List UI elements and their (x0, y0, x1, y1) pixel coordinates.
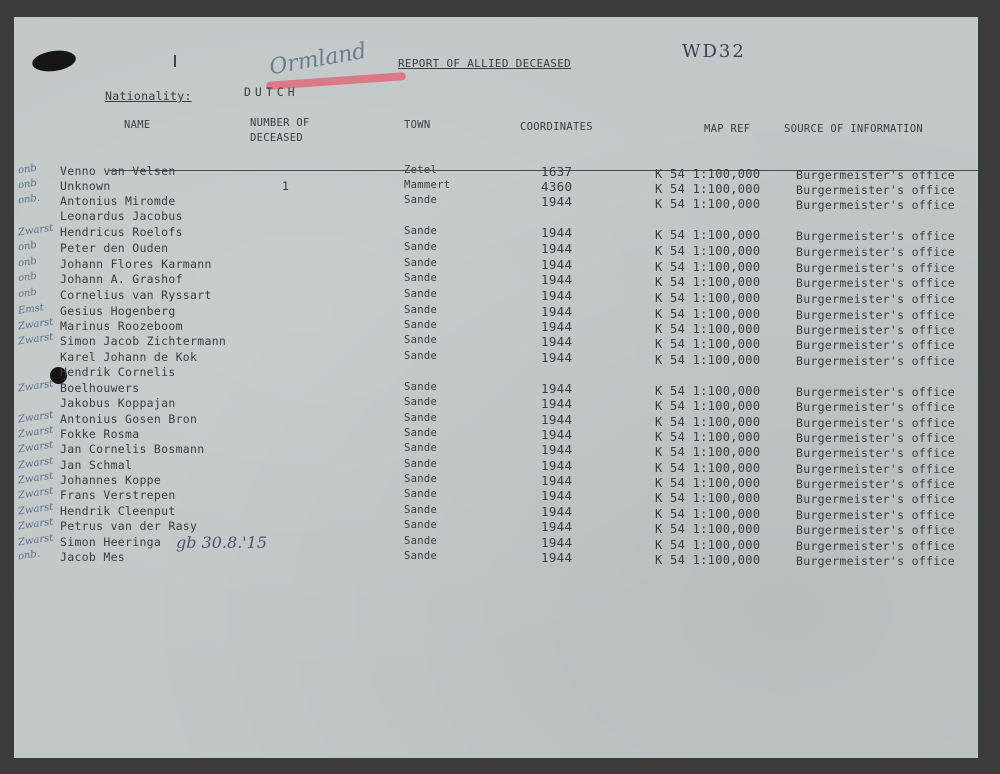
row-note: Zwarst (17, 532, 54, 549)
row-coord: 1944 (541, 550, 573, 565)
header-town: TOWN (404, 119, 431, 131)
row-note: Zwarst (17, 378, 54, 395)
header-number-line2: DECEASED (250, 132, 303, 144)
nationality-value: DUTCH (244, 85, 299, 99)
row-note: onb (17, 162, 38, 177)
row-name: Peter den Ouden (60, 241, 169, 255)
row-note: Emst (17, 302, 45, 317)
row-source: Burgermeister's office (796, 416, 955, 430)
punch-hole (31, 48, 77, 74)
row-map: K 54 1:100,000 (655, 461, 761, 475)
row-town: Sande (404, 272, 438, 284)
row-source: Burgermeister's office (796, 354, 955, 368)
row-source: Burgermeister's office (796, 492, 955, 506)
row-map: K 54 1:100,000 (655, 553, 761, 567)
row-coord: 4360 (541, 179, 573, 194)
row-source: Burgermeister's office (796, 198, 955, 212)
row-coord: 1944 (541, 288, 573, 303)
row-name: Johann A. Grashof (60, 272, 183, 286)
row-source: Burgermeister's office (796, 229, 955, 243)
row-town: Sande (404, 535, 438, 547)
row-map: K 54 1:100,000 (655, 322, 761, 336)
report-title: REPORT OF ALLIED DECEASED (398, 57, 572, 70)
row-map: K 54 1:100,000 (655, 476, 761, 490)
header-coordinates: COORDINATES (520, 121, 593, 133)
row-coord: 1944 (541, 194, 573, 209)
row-number: 1 (282, 179, 290, 193)
header-map-ref: MAP REF (704, 123, 751, 135)
row-name: Jan Cornelis Bosmann (60, 442, 205, 456)
row-town: Sande (404, 350, 438, 362)
row-note: Zwarst (17, 455, 54, 472)
row-town: Sande (404, 412, 438, 424)
header-source: SOURCE OF INFORMATION (784, 123, 924, 135)
row-coord: 1944 (541, 304, 573, 319)
row-map: K 54 1:100,000 (655, 353, 761, 367)
row-source: Burgermeister's office (796, 508, 955, 522)
row-name: Antonius Gosen Bron (60, 412, 198, 426)
row-map: K 54 1:100,000 (655, 538, 761, 552)
row-source: Burgermeister's office (796, 323, 955, 337)
row-town: Sande (404, 194, 438, 206)
row-map: K 54 1:100,000 (655, 260, 761, 274)
row-town: Sande (404, 550, 438, 562)
row-source: Burgermeister's office (796, 477, 955, 491)
row-name: Hendrik Cornelis (60, 365, 176, 379)
row-name: Leonardus Jacobus (60, 209, 183, 223)
row-note: Zwarst (17, 439, 54, 456)
row-note: onb (17, 177, 38, 192)
row-town: Sande (404, 519, 438, 531)
row-note: Zwarst (17, 222, 54, 239)
row-name: Johannes Koppe (60, 473, 162, 487)
row-town: Zetel (404, 164, 438, 176)
row-note: Zwarst (17, 501, 54, 518)
row-source: Burgermeister's office (796, 462, 955, 476)
row-name: Unknown (60, 179, 111, 193)
row-coord: 1944 (541, 442, 573, 457)
row-source: Burgermeister's office (796, 292, 955, 306)
row-source: Burgermeister's office (796, 245, 955, 259)
row-map: K 54 1:100,000 (655, 430, 761, 444)
row-map: K 54 1:100,000 (655, 244, 761, 258)
row-name: Jakobus Koppajan (60, 396, 176, 410)
row-coord: 1944 (541, 473, 573, 488)
row-note: Zwarst (17, 485, 54, 502)
row-map: K 54 1:100,000 (655, 491, 761, 505)
row-coord: 1944 (541, 381, 573, 396)
row-source: Burgermeister's office (796, 539, 955, 553)
row-name: Venno van Velsen (60, 164, 176, 178)
row-coord: 1944 (541, 350, 573, 365)
row-name: Jan Schmal (60, 458, 133, 472)
row-name: Cornelius van Ryssart (60, 288, 212, 302)
row-map: K 54 1:100,000 (655, 399, 761, 413)
row-coord: 1944 (541, 412, 573, 427)
row-coord: 1944 (541, 535, 573, 550)
row-town: Sande (404, 381, 438, 393)
nationality-label: Nationality: (105, 89, 192, 103)
row-note: onb (17, 286, 38, 301)
row-coord: 1944 (541, 519, 573, 534)
row-source: Burgermeister's office (796, 261, 955, 275)
row-note: Zwarst (17, 331, 54, 348)
row-map: K 54 1:100,000 (655, 167, 761, 181)
row-town: Sande (404, 504, 438, 516)
row-coord: 1944 (541, 257, 573, 272)
handwritten-stamp: Ormland (267, 38, 369, 81)
row-town: Sande (404, 396, 438, 408)
row-town: Sande (404, 334, 438, 346)
row-town: Sande (404, 458, 438, 470)
handwritten-date-note: gb 30.8.'15 (176, 533, 268, 552)
row-note: onb. (17, 548, 41, 563)
row-name: Simon Jacob Zichtermann (60, 334, 227, 348)
row-map: K 54 1:100,000 (655, 228, 761, 242)
row-source: Burgermeister's office (796, 308, 955, 322)
row-town: Sande (404, 304, 438, 316)
row-coord: 1944 (541, 427, 573, 442)
row-name: Boelhouwers (60, 381, 140, 395)
row-town: Sande (404, 241, 438, 253)
row-note: Zwarst (17, 516, 54, 533)
row-map: K 54 1:100,000 (655, 197, 761, 211)
row-town: Mammert (404, 179, 451, 191)
row-map: K 54 1:100,000 (655, 415, 761, 429)
row-town: Sande (404, 257, 438, 269)
row-note: Zwarst (17, 316, 54, 333)
row-town: Sande (404, 488, 438, 500)
row-name: Frans Verstrepen (60, 488, 176, 502)
row-name: Simon Heeringa (60, 535, 162, 549)
row-source: Burgermeister's office (796, 183, 955, 197)
row-name: Jacob Mes (60, 550, 126, 564)
row-source: Burgermeister's office (796, 276, 955, 290)
row-note: onb (17, 239, 38, 254)
row-source: Burgermeister's office (796, 400, 955, 414)
row-note: onb. (17, 192, 41, 207)
row-coord: 1944 (541, 241, 573, 256)
document-id: WD32 (682, 41, 746, 62)
row-map: K 54 1:100,000 (655, 507, 761, 521)
header-number-line1: NUMBER OF (250, 117, 310, 129)
row-source: Burgermeister's office (796, 338, 955, 352)
row-note: Zwarst (17, 470, 54, 487)
row-coord: 1944 (541, 272, 573, 287)
row-town: Sande (404, 288, 438, 300)
row-town: Sande (404, 225, 438, 237)
row-note: Zwarst (17, 409, 54, 426)
pen-tick-mark (174, 55, 176, 67)
row-name: Gesius Hogenberg (60, 304, 176, 318)
row-town: Sande (404, 319, 438, 331)
row-name: Hendrik Cleenput (60, 504, 176, 518)
row-coord: 1944 (541, 319, 573, 334)
document-page (14, 17, 978, 758)
row-coord: 1944 (541, 225, 573, 240)
row-name: Marinus Roozeboom (60, 319, 183, 333)
row-name: Johann Flores Karmann (60, 257, 212, 271)
row-map: K 54 1:100,000 (655, 337, 761, 351)
row-source: Burgermeister's office (796, 431, 955, 445)
row-source: Burgermeister's office (796, 168, 955, 182)
row-name: Antonius Miromde (60, 194, 176, 208)
row-name: Hendricus Roelofs (60, 225, 183, 239)
header-name: NAME (124, 119, 151, 131)
row-coord: 1944 (541, 504, 573, 519)
row-town: Sande (404, 473, 438, 485)
row-town: Sande (404, 442, 438, 454)
row-coord: 1944 (541, 334, 573, 349)
row-map: K 54 1:100,000 (655, 522, 761, 536)
row-town: Sande (404, 427, 438, 439)
row-map: K 54 1:100,000 (655, 275, 761, 289)
row-name: Fokke Rosma (60, 427, 140, 441)
row-note: Zwarst (17, 424, 54, 441)
row-note: onb (17, 270, 38, 285)
row-note: onb (17, 255, 38, 270)
row-coord: 1944 (541, 396, 573, 411)
row-name: Karel Johann de Kok (60, 350, 198, 364)
row-coord: 1944 (541, 488, 573, 503)
row-map: K 54 1:100,000 (655, 445, 761, 459)
row-map: K 54 1:100,000 (655, 291, 761, 305)
row-coord: 1944 (541, 458, 573, 473)
row-source: Burgermeister's office (796, 554, 955, 568)
row-source: Burgermeister's office (796, 523, 955, 537)
row-map: K 54 1:100,000 (655, 307, 761, 321)
row-map: K 54 1:100,000 (655, 182, 761, 196)
row-source: Burgermeister's office (796, 385, 955, 399)
row-coord: 1637 (541, 164, 573, 179)
row-map: K 54 1:100,000 (655, 384, 761, 398)
row-name: Petrus van der Rasy (60, 519, 198, 533)
row-source: Burgermeister's office (796, 446, 955, 460)
